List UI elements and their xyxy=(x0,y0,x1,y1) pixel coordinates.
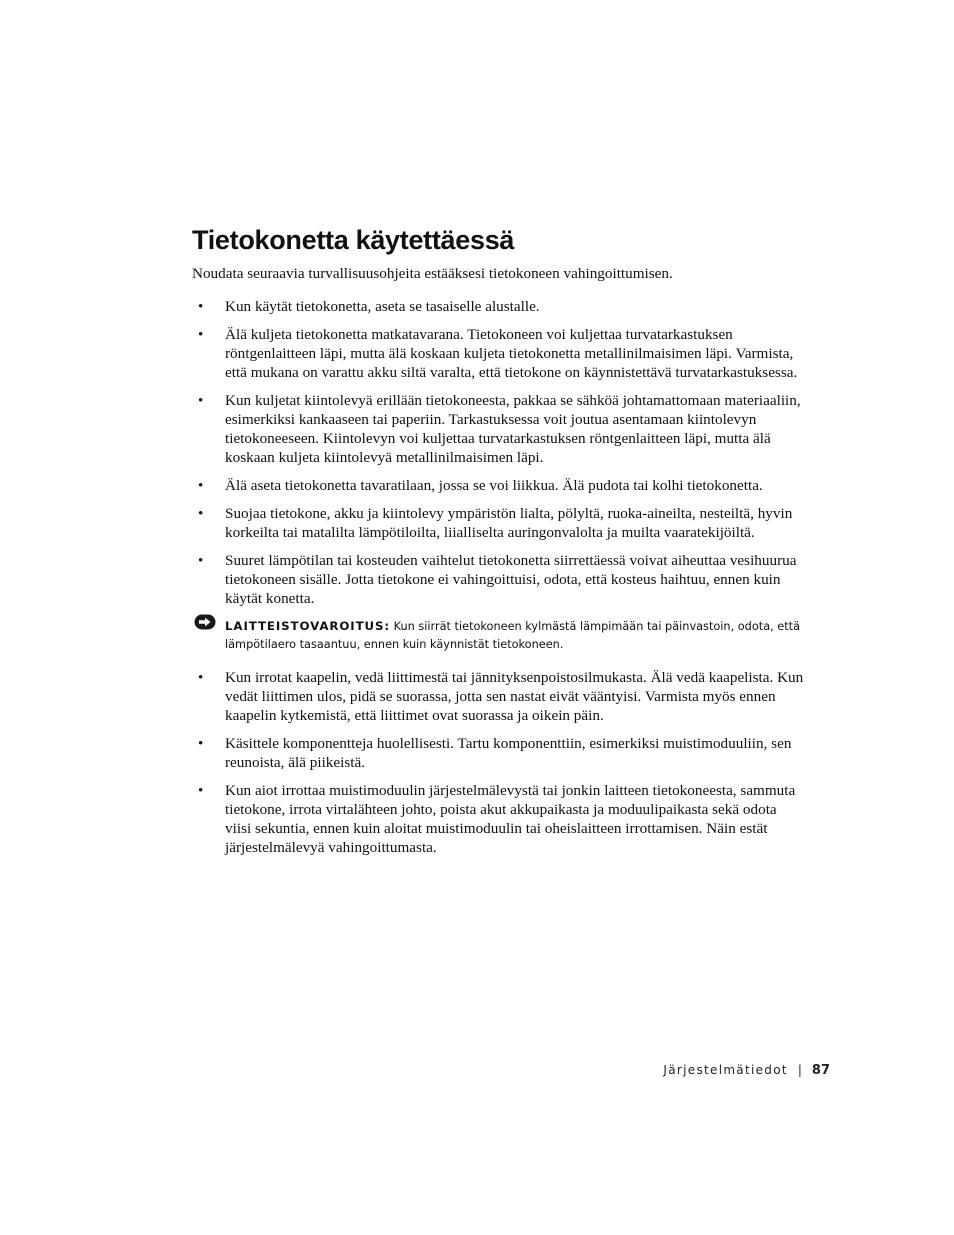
bullet-mark: • xyxy=(198,782,204,799)
list-item xyxy=(192,551,804,608)
page-title: Tietokonetta käytettäessä xyxy=(192,225,515,255)
notice-text: Kun siirrät tietokoneen kylmästä lämpimään tai päinvastoin, odota, että lämpötilaero tasaantuu, ennen kuin käynnistät tietokoneen. xyxy=(225,620,801,651)
list-item xyxy=(192,668,804,725)
bullet-mark: • xyxy=(198,552,204,569)
bullet-mark: • xyxy=(198,505,204,522)
intro-paragraph: Noudata seuraavia turvallisuusohjeita estääksesi tietokoneen vahingoittumisen. xyxy=(192,265,673,282)
list-item xyxy=(192,325,804,382)
list-item xyxy=(192,504,804,542)
bullet-mark: • xyxy=(198,669,204,686)
list-item xyxy=(192,734,804,772)
page-footer xyxy=(663,1061,830,1080)
list-item-text: Käsittele komponentteja huolellisesti. Tartu komponenttiin, esimerkiksi muistimoduuliin, sen reunoista, älä piikeistä. xyxy=(225,735,792,771)
page-number: 87 xyxy=(811,1063,830,1078)
list-item xyxy=(192,781,804,857)
list-item xyxy=(192,297,804,316)
list-item-text: Älä kuljeta tietokonetta matkatavarana. Tietokoneen voi kuljettaa turvatarkastuksen röntgenlaitteen läpi, mutta älä koskaan kuljeta tietokonetta metallinilmaisimen läpi. Varmista, että mukana on varattu akku siltä varalta, että tietokone on käynnistettävä turvatarkastuksessa. xyxy=(225,326,798,381)
list-item-text: Kun aiot irrottaa muistimoduulin järjestelmälevystä tai jonkin laitteen tietokoneesta, sammuta tietokone, irrota virtalähteen johto, poista akut akkupaikasta ja moduulipaikasta sekä odota viisi sekuntia, ennen kuin aloitat muistimoduulin tai oheislaitteen irrottamisen. Näin estät järjestelmälevyä vahingoittumasta. xyxy=(225,782,796,856)
bullet-mark: • xyxy=(198,392,204,409)
list-item xyxy=(192,476,804,495)
bullet-list-before-notice xyxy=(192,297,804,608)
list-item-text: Kun käytät tietokonetta, aseta se tasaiselle alustalle. xyxy=(225,298,540,315)
main-content xyxy=(192,297,804,866)
footer-separator: | xyxy=(797,1063,802,1077)
notice-arrow-icon xyxy=(194,614,216,630)
footer-section-title: Järjestelmätiedot xyxy=(663,1063,788,1077)
bullet-mark: • xyxy=(198,298,204,315)
notice-label: LAITTEISTOVAROITUS: xyxy=(225,619,391,633)
hardware-notice xyxy=(192,617,804,654)
bullet-list-after-notice xyxy=(192,668,804,857)
list-item-text: Suojaa tietokone, akku ja kiintolevy ympäristön lialta, pölyltä, ruoka-aineilta, nesteiltä, hyvin korkeilta tai matalilta lämpötiloilta, liialliselta auringonvalolta ja muilta vaaratekijöiltä. xyxy=(225,505,793,541)
bullet-mark: • xyxy=(198,735,204,752)
list-item-text: Suuret lämpötilan tai kosteuden vaihtelut tietokonetta siirrettäessä voivat aiheuttaa vesihuurua tietokoneen sisälle. Jotta tietokone ei vahingoittuisi, odota, että kosteus haihtuu, ennen kuin käytät konetta. xyxy=(225,552,797,607)
bullet-mark: • xyxy=(198,477,204,494)
bullet-mark: • xyxy=(198,326,204,343)
list-item-text: Kun kuljetat kiintolevyä erillään tietokoneesta, pakkaa se sähköä johtamattomaan materiaaliin, esimerkiksi kankaaseen tai paperiin. Tarkastuksessa voit joutua asentamaan kiintolevyn tietokoneeseen. Kiintolevyn voi kuljettaa turvatarkastuksen röntgenlaitteen läpi, mutta älä koskaan kuljeta kiintolevyä metallinilmaisimen läpi. xyxy=(225,392,801,466)
list-item xyxy=(192,391,804,467)
list-item-text: Älä aseta tietokonetta tavaratilaan, jossa se voi liikkua. Älä pudota tai kolhi tietokonetta. xyxy=(225,477,763,494)
list-item-text: Kun irrotat kaapelin, vedä liittimestä tai jännityksenpoistosilmukasta. Älä vedä kaapelista. Kun vedät liittimen ulos, pidä se suorassa, jotta sen nastat eivät vääntyisi. Varmista myös ennen kaapelin kytkemistä, että liittimet ovat suorassa ja oikein päin. xyxy=(225,669,804,724)
